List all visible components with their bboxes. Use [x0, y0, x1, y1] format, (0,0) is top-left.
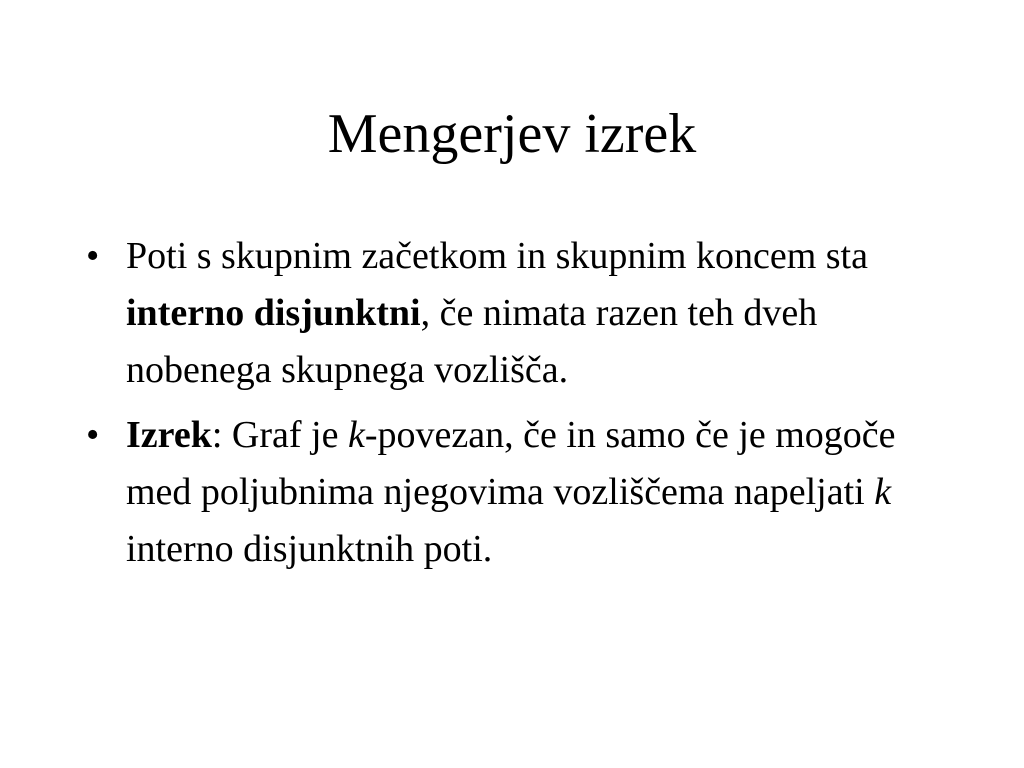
- slide-title: Mengerjev izrek: [327, 103, 697, 165]
- bullet-marker: •: [86, 235, 100, 277]
- bullet-text-part: , če nimata razen teh dveh nobenega skupnega vozlišča.: [126, 292, 818, 391]
- bullet-item-interno-disjunktni: [86, 228, 966, 399]
- bullet-marker: •: [86, 414, 100, 456]
- bold-term: interno disjunktni: [126, 292, 421, 334]
- bullet-text-part: Poti s skupnim začetkom in skupnim koncem sta: [126, 235, 868, 277]
- bullet-text-part: interno disjunktnih poti.: [126, 528, 493, 570]
- bullet-list: [86, 228, 966, 586]
- bullet-text-part: : Graf je: [211, 414, 348, 456]
- bold-term: Izrek: [126, 414, 212, 456]
- bullet-text-part: -povezan, če in samo če je mogoče med poljubnima njegovima vozliščema napeljati: [126, 414, 896, 513]
- italic-variable-k: k: [874, 471, 892, 513]
- bullet-item-izrek: [86, 407, 966, 578]
- italic-variable-k: k: [347, 414, 365, 456]
